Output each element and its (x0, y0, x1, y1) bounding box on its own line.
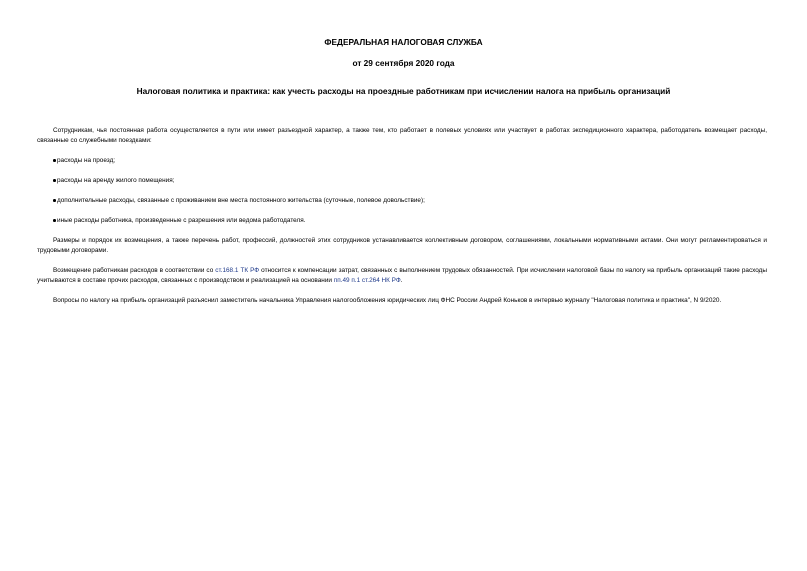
list-item-text: иные расходы работника, произведенные с разрешения или ведома работодателя. (57, 217, 306, 224)
bullet-icon (53, 179, 56, 182)
list-item-text: дополнительные расходы, связанные с проживанием вне места постоянного жительства (суточные, полевое довольствие); (57, 197, 425, 204)
reimbursement-paragraph (37, 266, 767, 286)
list-item-text: расходы на аренду жилого помещения; (57, 177, 175, 184)
paragraph-text: относится к компенсации затрат, связанных с выполнением трудовых обязанностей. При исчислении налоговой базы по налогу на прибыль организаций такие расходы учитываются в составе прочих расходов, связанных с производством и реализацией на основании (37, 267, 767, 284)
document-date: от 29 сентября 2020 года (352, 58, 455, 68)
list-item-text: расходы на проезд; (57, 157, 116, 164)
tax-code-link[interactable]: пп.49 п.1 ст.264 НК РФ (333, 277, 401, 284)
list-item (53, 196, 767, 206)
source-paragraph: Вопросы по налогу на прибыль организаций разъяснил заместитель начальника Управления налогообложения юридических лиц ФНС России Андрей Коньков в интервью журналу "Налоговая политика и практика", N 9/2020. (53, 297, 722, 304)
agency-name: ФЕДЕРАЛЬНАЯ НАЛОГОВАЯ СЛУЖБА (324, 37, 483, 47)
list-item (53, 176, 767, 186)
bullet-icon (53, 199, 56, 202)
document-title: Налоговая политика и практика: как учесть расходы на проездные работникам при исчислении налога на прибыль организаций (136, 86, 671, 96)
labor-code-link[interactable]: ст.168.1 ТК РФ (215, 267, 260, 274)
list-item (53, 216, 767, 226)
paragraph-text: . (400, 277, 403, 284)
bullet-icon (53, 159, 56, 162)
paragraph-text: Возмещение работникам расходов в соответствии со (53, 267, 216, 274)
regulation-paragraph: Размеры и порядок их возмещения, а также перечень работ, профессий, должностей этих сотрудников устанавливается коллективным договором, соглашениями, локальными нормативными актами. Они могут регламентироваться и трудовыми договорами. (37, 237, 767, 254)
intro-paragraph: Сотрудникам, чья постоянная работа осуществляется в пути или имеет разъездной характер, а также тем, кто работает в полевых условиях или участвует в работах экспедиционного характера, работодатель возмещает расходы, связанные со служебными поездками: (37, 127, 767, 144)
bullet-icon (53, 219, 56, 222)
document-body (37, 126, 767, 316)
list-item (53, 156, 767, 166)
